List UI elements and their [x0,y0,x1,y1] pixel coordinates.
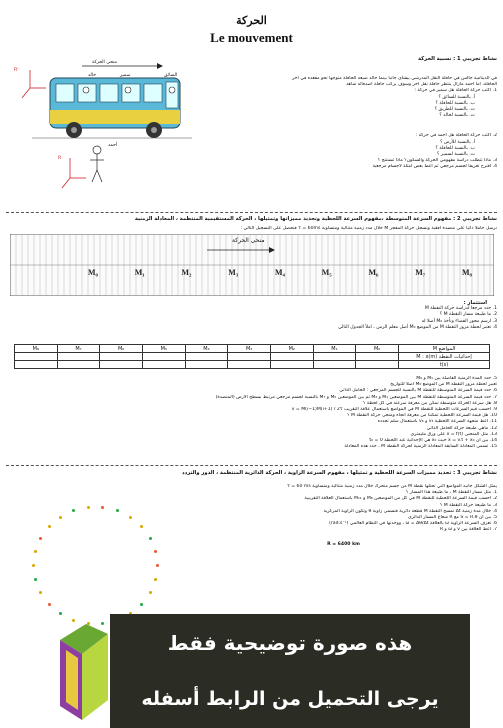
activity2-header: نشاط تجريبي 2 : مفهوم السرعة المتوسطة ،مفهوم السرعة اللحظية وتحديد مميزاتها وتمثيلها ، الحركة المستقيمية المنتظمة ، المعادلة الزمنية [134,216,497,222]
tape-point-label: M₅ [321,268,332,277]
activity3-line: يمثل الشكل جانبه المواضع التي تحتلها نقطة M من جسم متحرك خلال مدد زمنية متتالية ومتساوية τ = 60 ms [287,484,497,489]
trajectory-point [48,525,51,528]
trajectory-point [32,564,35,567]
activity3-line: 5. بين أن S = R.θ مع R شعاع المسار الدائري [407,515,497,521]
table-row-label: إحداثيات النقطة M : x(m) [399,353,490,361]
trajectory-point [39,537,42,540]
trajectory-point [39,591,42,594]
watermark-banner-line1: هذه صورة توضيحية فقط [110,614,470,672]
activity3-line: 7. أعط العلاقة بين v و ω و R [439,527,497,533]
question-line: 11. أعط متجهة السرعة اللحظية v₃ و v₆ باستعمال سلم تحدده [377,419,497,425]
activity1-q2-item: ب. بالنسبة للحافلة ؟ [435,145,475,151]
trajectory-point [87,506,90,509]
trajectory-point [72,509,75,512]
tape-direction-arrow [205,246,275,254]
activity3-header: نشاط تجريبي 3 : تحديد مميزات السرعة اللحظية و تمثيلها ، مفهوم السرعة الزاوية ، الحركة الدائرية المنتظمة ، الدور والتردد [181,470,497,476]
earth-radius: R = 6400 km [327,541,360,547]
trajectory-point [59,516,62,519]
table-header-cell: M₆ [100,345,143,353]
bus-direction-label: منحى الحركة [92,60,117,65]
trajectory-point [34,578,37,581]
trajectory-point [101,506,104,509]
watermark-banner-line2: يرجى التحميل من الرابط أسفله [110,670,470,728]
activity1-q2-item: ت. بالنسبة لسمير ؟ [436,152,475,158]
question-line: 14. بين أن x = v.t + x₀ حيث x₀ هي الإحداثية عند اللحظة t₀ = 0 [369,438,497,444]
axis-label-r: R [58,156,62,161]
activity3-line: 4. خلال مدة زمنية Δt تمسح النقطة M قطعة دائرية فتسمى زاوية θ وتكون الزاوية المركزية [323,508,497,514]
tape-point-label: M₆ [368,268,379,277]
tape-point-label: M₂ [181,268,192,277]
table-header-cell: M₃ [228,345,271,353]
question-line: تعبير لحظة مرور النقطة M من الموضع M₀ أصلا للتواريخ [390,382,497,388]
trajectory-point [154,550,157,553]
trajectory-point [34,550,37,553]
tape-point-label: M₀ [88,268,98,277]
trajectory-point [140,603,143,606]
question-line: 7. حدد قيمة السرعة المتوسطة للنقطة M بين الموضعين M₁ و M₃ ثم بين الموضعين M₅ و M₇ بالنسبة لجسم مرجعي مرتبط بسطح الأرض (المنضدة) [215,394,497,400]
trajectory-point [48,603,51,606]
tape-point-label: M₄ [275,268,285,277]
activity1-header: نشاط تجريبي 1 : نسبية الحركة [418,56,497,62]
question-line: 6. حدد قيمة السرعة المتوسطة للنقطة M بالنسبة للجسم المرجعي : الحامل الذاتي [339,388,497,394]
activity1-q1-item: أ. بالنسبة للسائق ؟ [438,94,475,100]
activity1-q1-item: ت. بالنسبة للطريق ؟ [434,107,475,113]
activity3-line: 3. ما طبيعة حركة النقطة M ؟ [439,502,497,508]
label-driver: السائق [164,73,178,78]
exploit-item: 3. ارسم محور الفضاء ونأخذ M₀ أصلا له [421,318,497,324]
question-line: 15. تسمى المعادلة السابقة المعادلة الزمنية لحركة النقطة M ، حدد هذه المعادلة [344,444,497,450]
exploit-item: 1. حدد مرجعا لدراسة حركة النقطة M [424,306,497,312]
question-line: 5. حدد المدة الزمنية الفاصلة بين M₁ و M₆ [416,376,497,381]
exploitation-title: استثمار : [463,300,487,306]
tape-point-label: M₇ [415,268,426,277]
table-header-cell: M₀ [356,345,399,353]
ahmed-figure [93,146,101,154]
table-header-row [15,345,490,353]
page-title-arabic: الحركة [236,14,267,27]
activity2-intro: نرسل حاملا ذاتيا على منضدة أفقية ونسجل حركة المفجر M خلال مدد زمنية متتالية ومتساوية τ = 60ms فنحصل على التسجيل التالي : [240,226,497,231]
trajectory-point [156,564,159,567]
question-line: 8. هل سرعة الحركة متوسطة تمكن من معرفة سرعته في كل لحظة ؟ [362,400,497,406]
activity1-q1-item: ب. بالنسبة للحافلة ؟ [435,100,475,106]
section-divider [6,465,497,466]
exploit-item: 2. ما طبيعة مسار النقطة M ؟ [439,312,497,318]
label-khaled: خالد [88,73,97,78]
section-divider [6,212,497,213]
trajectory-point [149,537,152,540]
table-row [15,361,490,369]
trajectory-point [140,525,143,528]
question-line: 9. أحسب قيم السرعات اللحظية للنقطة M في المواضع باستعمال علاقة التقريب v = M(i−1)M(i+1) / 2τ [291,407,497,413]
table-header-cell: M₁ [313,345,356,353]
table-header-cell: M₂ [270,345,313,353]
page-title-french: Le mouvement [210,30,293,45]
table-header-cell: M₇ [57,345,100,353]
tape-point-label: M₃ [228,268,239,277]
trajectory-point [154,578,157,581]
question-line: 10. هل قيمة السرعة اللحظية تمكننا من معرفة اتجاه ومنحى حركة النقطة M ؟ [347,413,497,419]
activity3-line: 2. احسب قيمة السرعة اللحظية للنقطة M في كل من الموضعين M₈ و M₁₁ باستعمال العلاقة التقريبية [304,496,497,502]
tape-direction-label: منحى الحركة [232,237,265,244]
exploit-item: 4. نعتبر لحظة مرور النقطة M من الموضع M₀ أصل معلم الزمن ، املأ الجدول التالي [338,324,497,330]
trajectory-point [59,612,62,615]
activity1-intro-line: الحافلة، أما أحمد مازال ينتظر حافلة نقل آخر وسوف يركب حافلة أصدقائه شاهد [346,82,497,88]
question-line: 12. ماهي طبيعة حركة الحامل الذاتي [426,425,497,431]
trajectory-point [129,516,132,519]
tape-point-label: M₈ [462,268,472,277]
activity1-question: 3. ماذا تتطلب دراسة مفهومي الحركة والسكون؟ ماذا تستنتج ؟ [377,158,497,164]
axis-label-r2: R' [14,68,19,73]
activity1-question: 4. اقترح تعريفا لجسم مرجعي ثم أعط بعض أمثلة لأجسام مرجعية [372,164,497,170]
label-samir: سمير [120,73,131,78]
table-header-cell: المواضع M [399,345,490,353]
trajectory-point [116,509,119,512]
question-line: 13. مثل المنحنى x = f(t) على ورق مليمتري [410,431,497,437]
table-header-cell: M₅ [142,345,185,353]
activity1-q1-item: ث. بالنسبة لخالد ؟ [439,113,475,119]
trajectory-point [149,591,152,594]
activity1-question: 1. أكتب حركة الحافلة هل سمير في حركة : [414,88,497,94]
table-row-label: t(s) [399,361,490,369]
table-header-cell: M₈ [15,345,58,353]
activity3-line: 6. تعرف السرعة الزاوية ω بالعلاقة ω = Δθ/Δt ، ووحدتها في النظام العالمي (rad.s⁻¹) [329,521,497,527]
bus-illustration [22,50,197,195]
table-header-cell: M₄ [185,345,228,353]
label-ahmed: أحمد [108,143,118,148]
positions-table [14,344,490,369]
activity1-intro-line: في الدينامية جالس في حافلة النقل المدرسي بيشاي جانبا بينما خالد ضيعه الحافلة متوجها نحو مقعده في آخر [292,76,497,81]
activity1-q2-item: أ. بالنسبة للأرض ؟ [440,139,475,145]
activity3-line: 1. مثل مسار النقطة M ، ما طبيعة هذا المسار ؟ [405,490,497,496]
table-row [15,353,490,361]
bus-stripe [50,110,180,124]
tape-point-label: M₁ [134,268,145,277]
activity1-question: 2. أكتب حركة الحافلة هل أحمد في حركة : [415,133,497,139]
book-icon [56,620,112,724]
